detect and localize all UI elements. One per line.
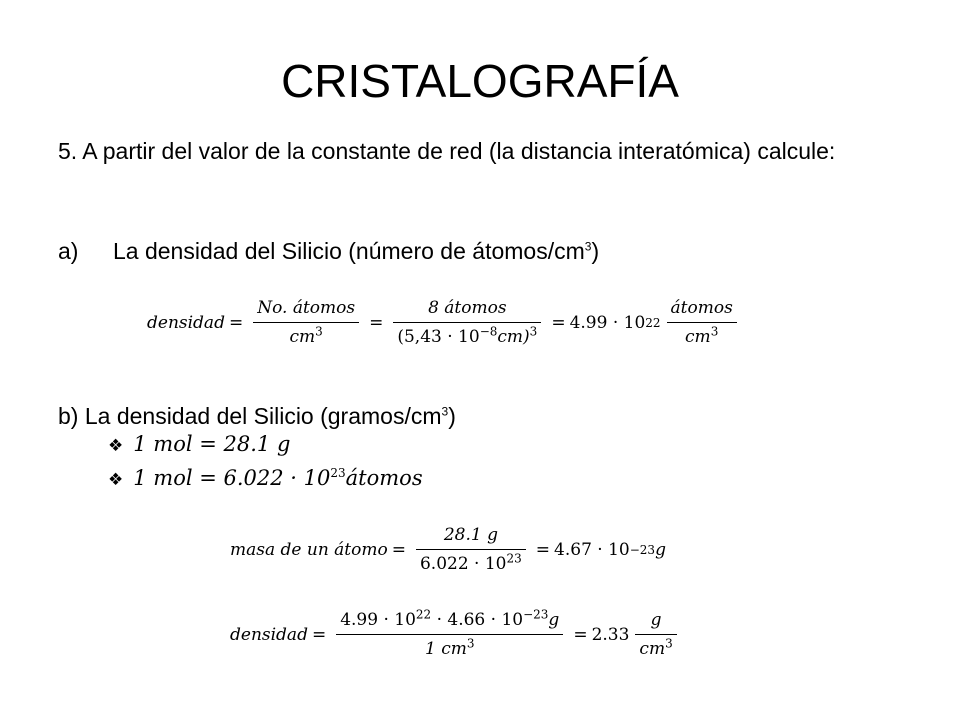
eq3-unit-den-sup: 3 <box>665 636 673 651</box>
equals-sign: = <box>551 312 566 333</box>
eq2-den-a: 6.022 · 10 <box>419 554 507 574</box>
item-b-sup: 3 <box>441 404 449 419</box>
bullet-2-text-b: átomos <box>345 466 423 490</box>
item-b <box>58 403 456 429</box>
item-a-text: La densidad del Silicio (número de átomos/cm <box>113 238 585 264</box>
eq2-num: 28.1 g <box>443 525 498 545</box>
equals-sign: = <box>369 312 384 333</box>
eq3-den-a: 1 cm <box>425 639 467 659</box>
eq3-lhs: densidad <box>230 624 308 645</box>
eq3-unit-den: cm <box>639 639 666 659</box>
eq1-frac2-num: 8 átomos <box>428 298 507 318</box>
eq2-result-b: g <box>655 539 666 560</box>
eq1-unit-num: átomos <box>670 298 733 318</box>
eq2-lhs: masa de un átomo <box>230 539 388 560</box>
item-a-marker: a) <box>58 238 79 264</box>
item-b-close: ) <box>448 403 456 429</box>
equation-density-atoms: densidad = $\frac{\text{No. átomos}}{cm^3}$ = $\frac{\text{8 átomos}}{(5,43 \cdot 10^{-8}cm)^3}$ = 4.99 · 10 22 $\frac{\text{átomos}}{cm^3}$ <box>147 298 743 347</box>
eq1-fraction-2 <box>393 298 541 347</box>
slide-title: CRISTALOGRAFÍA <box>281 55 679 107</box>
item-a <box>58 238 599 264</box>
eq1-result: 4.99 · 10 <box>569 312 646 333</box>
eq1-frac2-den-exp: −8 <box>479 324 498 339</box>
eq3-num-exp2: −23 <box>523 607 549 622</box>
eq3-num-c: g <box>548 610 560 630</box>
item-a-sup: 3 <box>584 239 592 254</box>
eq1-unit-den: cm <box>685 327 711 347</box>
bullet-2-text-a: 1 mol = 6.022 · 10 <box>133 466 331 490</box>
eq2-result-a: 4.67 · 10 <box>554 539 630 560</box>
eq3-fraction <box>336 607 563 659</box>
equals-sign: = <box>535 539 551 560</box>
eq1-frac2-den-sup: 3 <box>529 324 538 339</box>
eq3-unit-fraction <box>635 610 676 659</box>
equation-atom-mass: masa de un átomo = $\frac{28.1 g}{6.022 \cdot 10^{23}}$ = 4.67 · 10 −23 g <box>230 525 666 574</box>
bullet-1-text: 1 mol = 28.1 g <box>133 432 291 456</box>
eq3-result: 2.33 <box>591 624 630 645</box>
problem-statement: 5. A partir del valor de la constante de red (la distancia interatómica) calcule: <box>58 138 836 164</box>
eq3-unit-num: g <box>650 610 662 630</box>
eq3-den-sup: 3 <box>466 636 475 651</box>
equals-sign: = <box>228 312 244 333</box>
eq2-fraction <box>416 525 526 574</box>
bullet-mol-atoms <box>108 466 423 491</box>
bullet-mol-mass <box>108 432 290 457</box>
eq1-unit-fraction <box>667 298 737 347</box>
eq1-lhs: densidad <box>147 312 225 333</box>
diamond-bullet-icon: ❖ <box>108 436 124 456</box>
eq1-frac2-den-a: (5,43 · 10 <box>397 327 480 347</box>
eq1-unit-den-sup: 3 <box>710 324 719 339</box>
eq1-frac1-den: cm <box>289 327 316 347</box>
bullet-2-exp: 23 <box>330 466 346 480</box>
eq1-frac1-num: No. átomos <box>257 298 356 318</box>
eq3-num-a: 4.99 · 10 <box>340 610 416 630</box>
eq3-num-b: · 4.66 · 10 <box>431 610 524 630</box>
equals-sign: = <box>311 624 327 645</box>
item-a-close: ) <box>591 238 600 264</box>
eq2-den-exp: 23 <box>506 551 522 566</box>
eq3-num-exp1: 22 <box>415 607 432 622</box>
diamond-bullet-icon: ❖ <box>108 470 124 490</box>
equals-sign: = <box>391 539 406 560</box>
equation-density-grams <box>230 607 683 659</box>
eq1-frac2-den-b: cm) <box>497 327 530 347</box>
equals-sign: = <box>573 624 588 645</box>
eq1-fraction-1 <box>253 298 359 347</box>
eq1-frac1-den-sup: 3 <box>315 324 323 339</box>
item-b-text: b) La densidad del Silicio (gramos/cm <box>58 403 442 429</box>
